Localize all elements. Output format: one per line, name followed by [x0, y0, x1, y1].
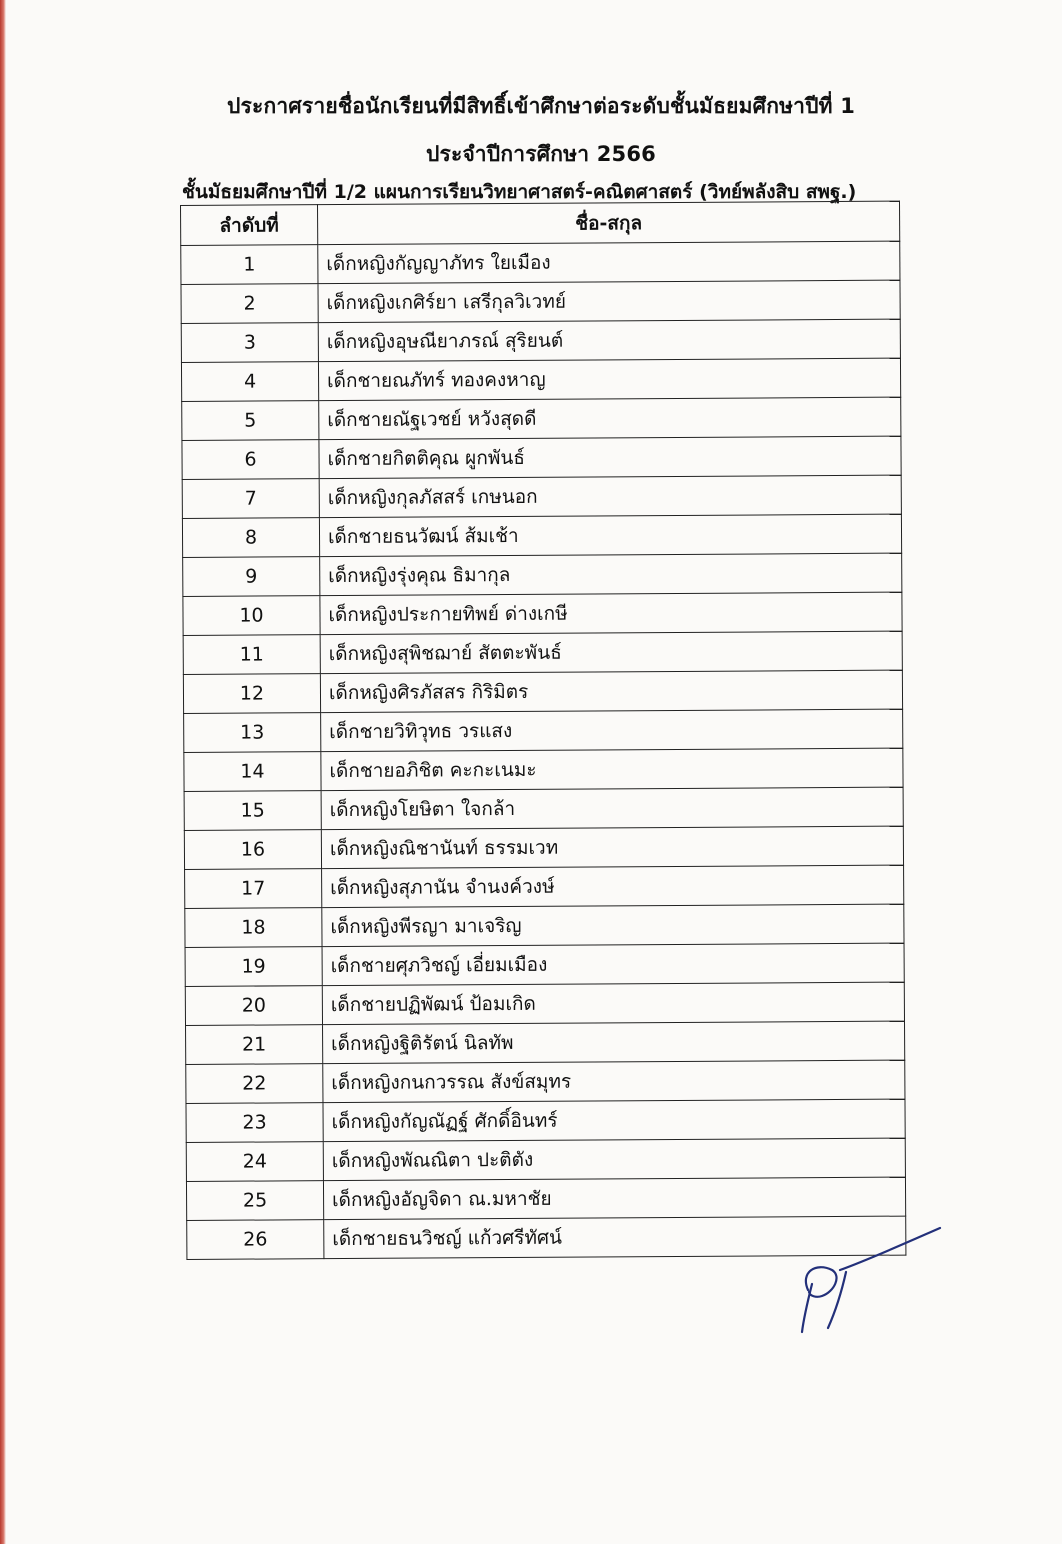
student-name: เด็กหญิงพัณณิตา ปะติตัง — [323, 1138, 905, 1181]
student-name: เด็กหญิงสุพิชฌาย์ สัตตะพันธ์ — [320, 631, 902, 674]
row-number: 17 — [185, 869, 322, 909]
table-row — [183, 592, 902, 635]
row-number: 7 — [182, 479, 319, 519]
row-number: 22 — [186, 1064, 323, 1104]
student-list-body — [181, 241, 906, 1259]
student-name: เด็กหญิงพีรญา มาเจริญ — [322, 904, 904, 947]
table-row — [183, 670, 902, 713]
academic-year-line: ประจำปีการศึกษา 2566 — [426, 142, 656, 166]
student-name: เด็กชายปฏิพัฒน์ ป้อมเกิด — [322, 982, 904, 1025]
student-name: เด็กชายวิทิวุทธ วรแสง — [321, 709, 903, 752]
table-row — [182, 397, 901, 440]
row-number: 4 — [181, 362, 318, 402]
table-row — [185, 943, 904, 986]
table-row — [186, 1138, 905, 1181]
student-name: เด็กชายศุภวิชญ์ เอี่ยมเมือง — [322, 943, 904, 986]
row-number: 8 — [182, 518, 319, 558]
row-number: 23 — [186, 1103, 323, 1143]
row-number: 14 — [184, 752, 321, 792]
table-row — [181, 358, 900, 401]
row-number: 19 — [185, 947, 322, 987]
row-number: 10 — [183, 596, 320, 636]
table-row — [185, 904, 904, 947]
table-header-row — [181, 201, 900, 245]
table-row — [181, 241, 900, 284]
row-number: 11 — [183, 635, 320, 675]
row-number: 9 — [183, 557, 320, 597]
student-name: เด็กหญิงณิชานันท์ ธรรมเวท — [321, 826, 903, 869]
row-number: 5 — [182, 401, 319, 441]
student-name: เด็กหญิงรุ่งคุณ ธิมากุล — [320, 553, 902, 596]
class-program-line: ชั้นมัธยมศึกษาปีที่ 1/2 แผนการเรียนวิทยาศาสตร์-คณิตศาสตร์ (วิทย์พลังสิบ สพฐ.) — [182, 181, 857, 203]
table-row — [181, 280, 900, 323]
page-edge-shadow — [0, 0, 6, 1544]
row-number: 1 — [181, 245, 318, 285]
row-number: 24 — [186, 1142, 323, 1182]
table-row — [182, 436, 901, 479]
table-row — [185, 865, 904, 908]
student-name: เด็กหญิงสุภานัน จำนงค์วงษ์ — [322, 865, 904, 908]
student-name: เด็กหญิงอุษณียาภรณ์ สุริยนต์ — [318, 319, 900, 362]
signature-mark — [788, 1220, 948, 1335]
row-number: 21 — [186, 1025, 323, 1065]
table-row — [184, 826, 903, 869]
student-name: เด็กหญิงอัญจิดา ณ.มหาชัย — [323, 1177, 905, 1220]
row-number: 18 — [185, 908, 322, 948]
student-name: เด็กชายอภิชิต คะกะเนมะ — [321, 748, 903, 791]
row-number: 2 — [181, 284, 318, 324]
table-row — [186, 1060, 905, 1103]
student-name: เด็กชายณัฐเวชย์ หวังสุดดี — [319, 397, 901, 440]
table-row — [184, 748, 903, 791]
row-number: 15 — [184, 791, 321, 831]
table-row — [186, 1099, 905, 1142]
student-list-table — [180, 201, 906, 1260]
table-row — [183, 553, 902, 596]
table-row — [182, 475, 901, 518]
column-header-number: ลำดับที่ — [181, 205, 318, 246]
student-name: เด็กชายธนวัฒน์ ส้มเช้า — [319, 514, 901, 557]
table-row — [184, 787, 903, 830]
table-row — [182, 514, 901, 557]
row-number: 3 — [181, 323, 318, 363]
row-number: 20 — [185, 986, 322, 1026]
student-name: เด็กหญิงฐิติรัตน์ นิลทัพ — [323, 1021, 905, 1064]
student-name: เด็กหญิงกนกวรรณ สังข์สมุทร — [323, 1060, 905, 1103]
row-number: 12 — [183, 674, 320, 714]
student-name: เด็กชายณภัทร์ ทองคงหาญ — [318, 358, 900, 401]
table-row — [186, 1177, 905, 1220]
row-number: 13 — [184, 713, 321, 753]
student-name: เด็กหญิงกัญณัฏฐ์ ศักดิ์อินทร์ — [323, 1099, 905, 1142]
table-row — [183, 631, 902, 674]
student-name: เด็กหญิงโยษิตา ใจกล้า — [321, 787, 903, 830]
student-name: เด็กหญิงประกายทิพย์ ด่างเกษี — [320, 592, 902, 635]
student-name: เด็กหญิงศิรภัสสร กิริมิตร — [320, 670, 902, 713]
student-name: เด็กชายกิตติคุณ ผูกพันธ์ — [319, 436, 901, 479]
table-row — [181, 319, 900, 362]
row-number: 26 — [187, 1220, 324, 1260]
student-name: เด็กชายธนวิชญ์ แก้วศรีทัศน์ — [324, 1216, 906, 1259]
student-name: เด็กหญิงเกศิร์ยา เสรีกุลวิเวทย์ — [318, 280, 900, 323]
row-number: 25 — [186, 1181, 323, 1221]
table-row — [185, 982, 904, 1025]
student-name: เด็กหญิงกัญญาภัทร ใยเมือง — [318, 241, 900, 284]
table-row — [184, 709, 903, 752]
table-row — [186, 1021, 905, 1064]
row-number: 6 — [182, 440, 319, 480]
document-title: ประกาศรายชื่อนักเรียนที่มีสิทธิ์เข้าศึกษาต่อระดับชั้นมัธยมศึกษาปีที่ 1 — [226, 94, 856, 118]
column-header-name: ชื่อ-สกุล — [318, 201, 900, 245]
student-name: เด็กหญิงกุลภัสสร์ เกษนอก — [319, 475, 901, 518]
row-number: 16 — [184, 830, 321, 870]
